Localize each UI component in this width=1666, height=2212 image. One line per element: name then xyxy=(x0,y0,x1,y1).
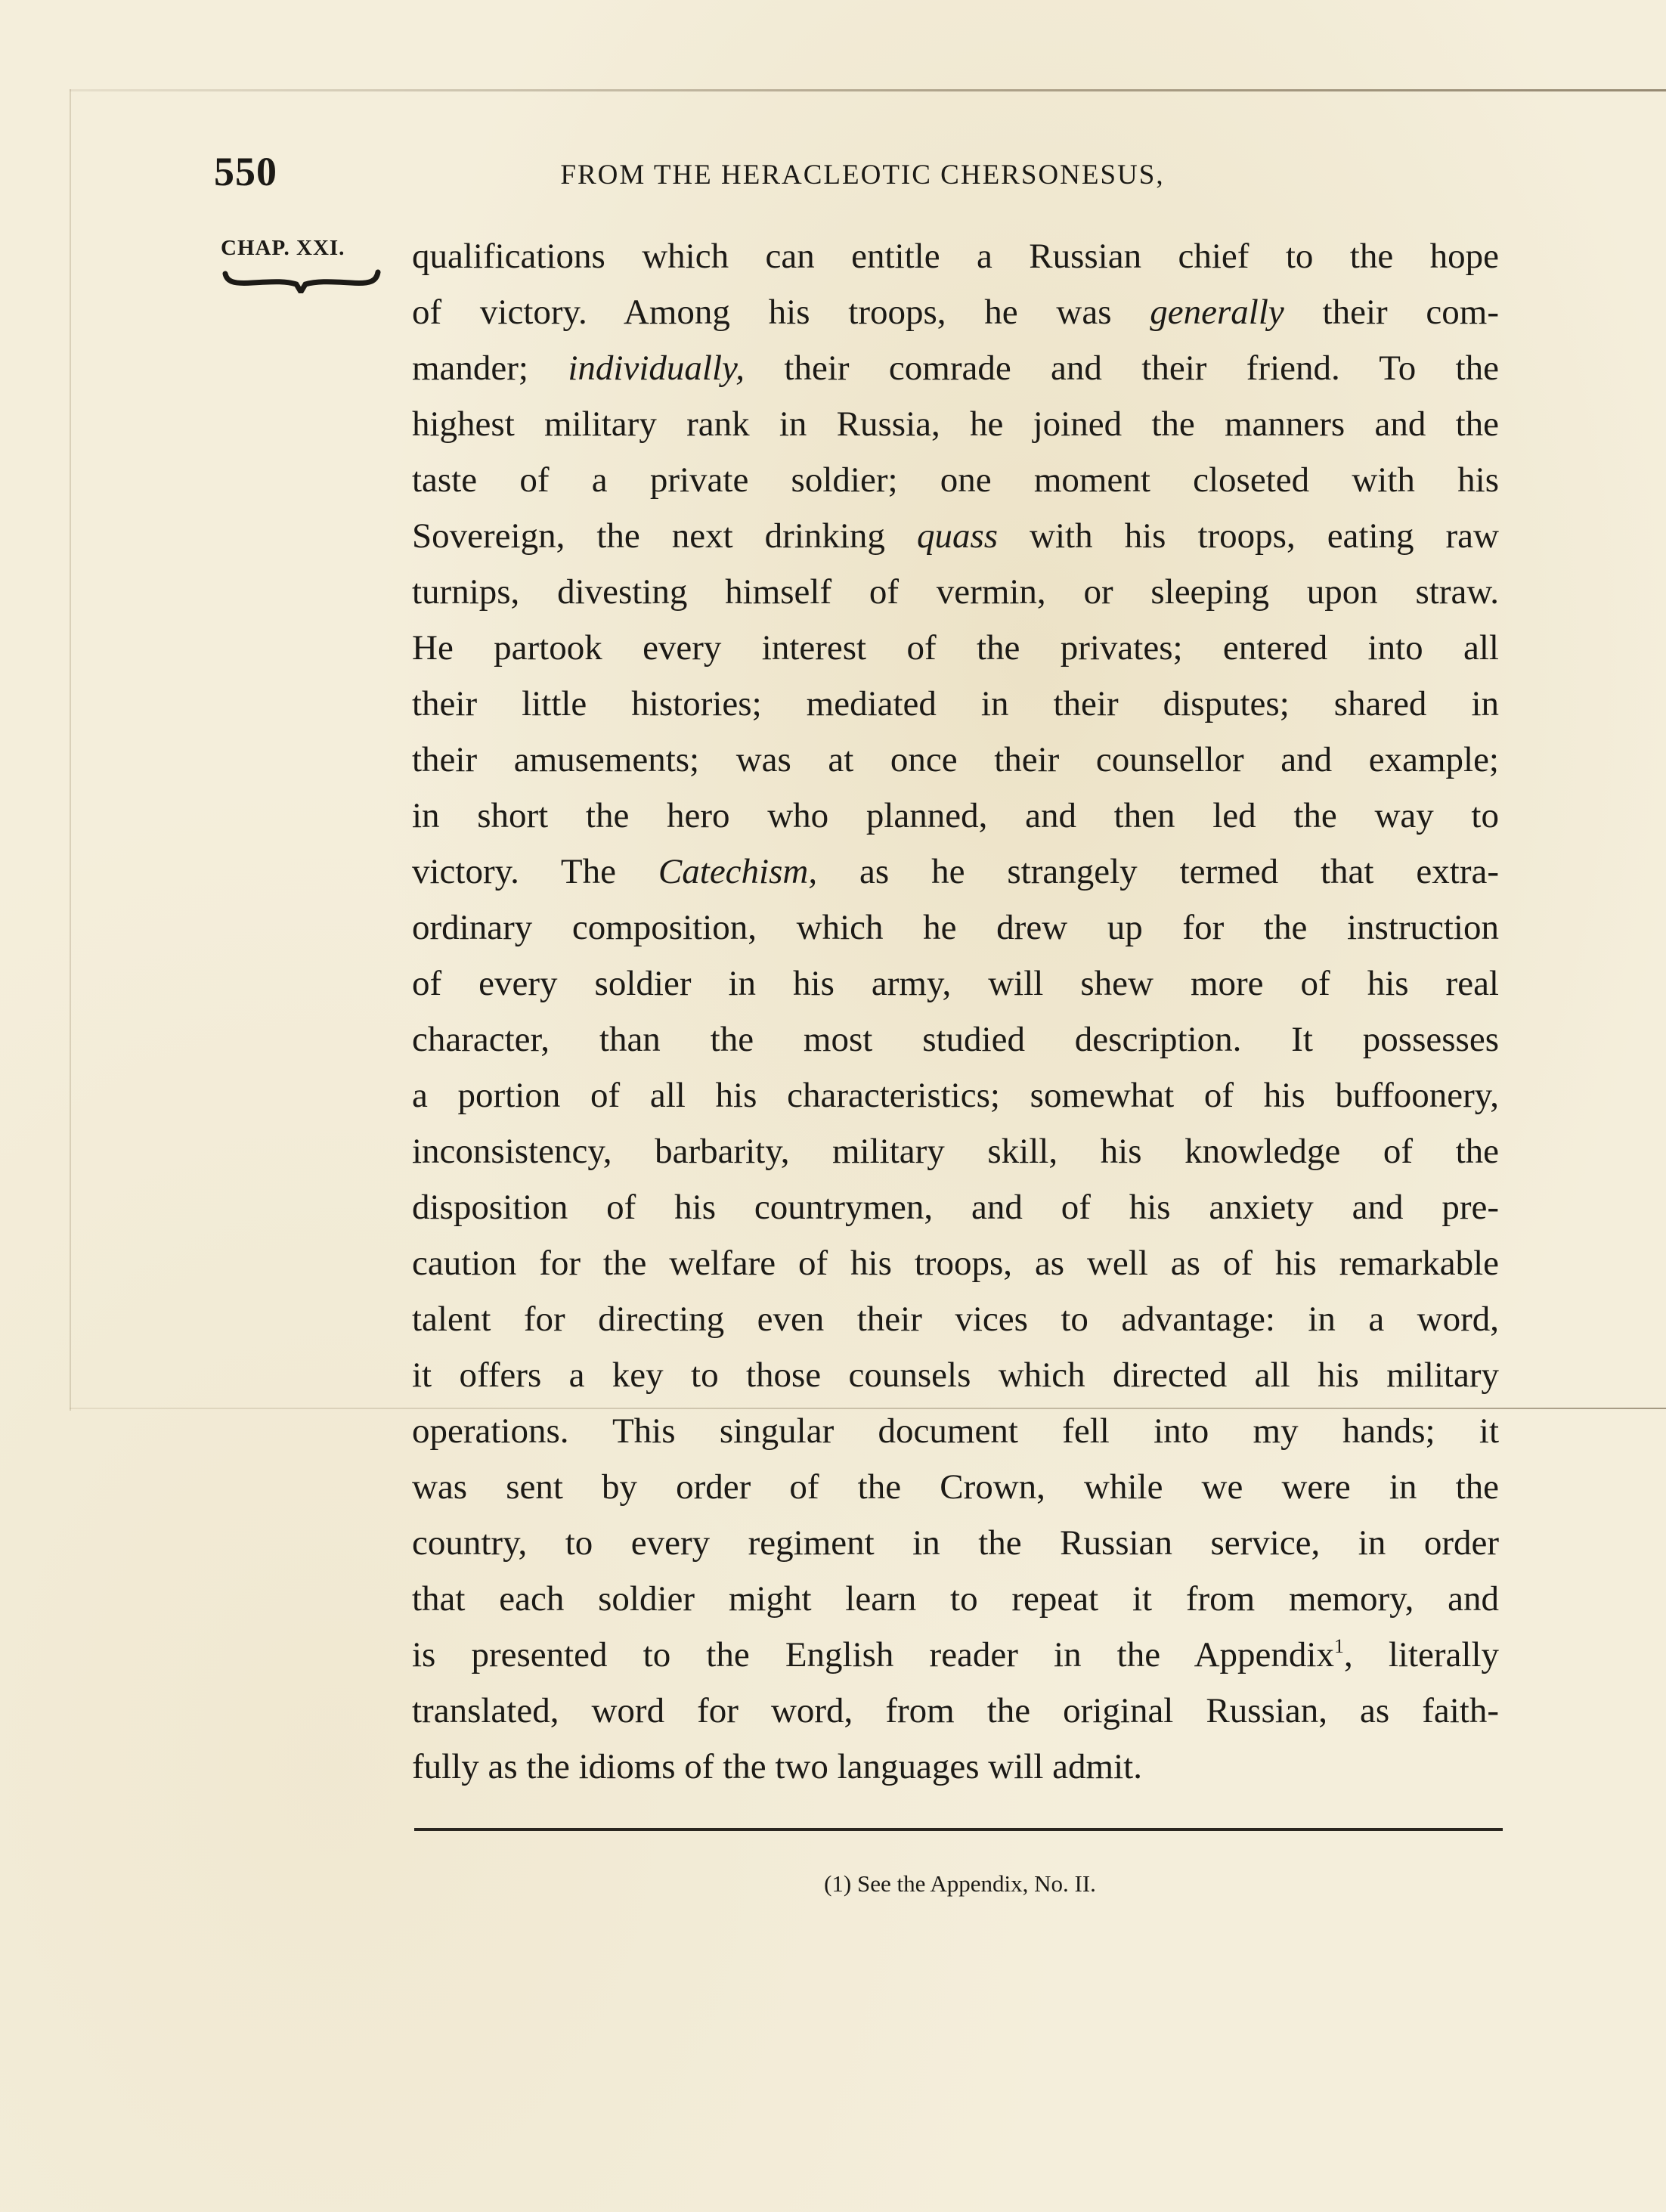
text-run: fully as the idioms of the two languages will admit. xyxy=(412,1747,1142,1786)
text-line xyxy=(412,1403,1499,1459)
text-line xyxy=(412,620,1499,676)
text-run: Sovereign, the next drinking xyxy=(412,516,917,556)
text-run: their com- xyxy=(1284,293,1500,332)
text-run: operations. This singular document fell into my hands; it xyxy=(412,1411,1499,1451)
text-line xyxy=(412,284,1499,340)
text-line xyxy=(412,900,1499,956)
text-run: of every soldier in his army, will shew more of his real xyxy=(412,964,1499,1003)
text-line xyxy=(412,1123,1499,1179)
italic-term: Catechism, xyxy=(658,852,818,891)
text-run: was sent by order of the Crown, while we were in the xyxy=(412,1467,1499,1507)
footnote-rule xyxy=(414,1828,1503,1831)
page-number: 550 xyxy=(214,149,277,194)
text-run: taste of a private soldier; one moment closeted with his xyxy=(412,460,1499,500)
text-run: that each soldier might learn to repeat it from memory, and xyxy=(412,1579,1499,1619)
text-run: inconsistency, barbarity, military skill, his knowledge of the xyxy=(412,1132,1499,1171)
text-run: character, than the most studied description. It possesses xyxy=(412,1020,1499,1059)
text-line xyxy=(412,844,1499,900)
text-run: country, to every regiment in the Russian service, in order xyxy=(412,1523,1499,1563)
chapter-brace-ornament-icon xyxy=(222,268,381,293)
text-line xyxy=(412,1067,1499,1123)
text-run: He partook every interest of the privates; entered into all xyxy=(412,628,1499,668)
text-run: qualifications which can entitle a Russian chief to the hope xyxy=(412,237,1499,276)
footnote-reference[interactable]: 1 xyxy=(1333,1635,1344,1657)
text-run: their little histories; mediated in their disputes; shared in xyxy=(412,684,1499,723)
text-line xyxy=(412,1683,1499,1739)
text-run: their amusements; was at once their counsellor and example; xyxy=(412,740,1499,779)
italic-term: generally xyxy=(1150,293,1284,332)
chapter-label: CHAP. XXI. xyxy=(221,236,345,260)
text-line xyxy=(412,1012,1499,1067)
running-title: FROM THE HERACLEOTIC CHERSONESUS, xyxy=(560,160,1165,191)
text-run: victory. The xyxy=(412,852,658,891)
text-line xyxy=(412,508,1499,564)
text-run: turnips, divesting himself of vermin, or sleeping upon straw. xyxy=(412,572,1499,612)
text-run: translated, word for word, from the original Russian, as faith- xyxy=(412,1691,1499,1730)
text-run: as he strangely termed that extra- xyxy=(817,852,1499,891)
text-line xyxy=(412,676,1499,732)
text-line xyxy=(412,788,1499,844)
plate-mark-top xyxy=(70,89,1666,91)
text-run: is presented to the English reader in the Appendix xyxy=(412,1635,1334,1674)
text-run: it offers a key to those counsels which directed all his military xyxy=(412,1355,1499,1395)
text-run: , literally xyxy=(1343,1635,1500,1674)
text-run: highest military rank in Russia, he joined the manners and the xyxy=(412,404,1499,444)
text-line xyxy=(412,732,1499,788)
text-run: talent for directing even their vices to advantage: in a word, xyxy=(412,1300,1499,1339)
text-line xyxy=(412,1291,1499,1347)
italic-term: individually, xyxy=(568,349,745,388)
text-line xyxy=(412,1571,1499,1627)
text-run: a portion of all his characteristics; somewhat of his buffoonery, xyxy=(412,1076,1499,1115)
text-line xyxy=(412,956,1499,1012)
plate-mark-left xyxy=(70,89,71,1411)
text-line xyxy=(412,228,1499,284)
text-line xyxy=(412,1459,1499,1515)
text-line xyxy=(412,396,1499,452)
text-line xyxy=(412,1627,1499,1683)
text-run: with his troops, eating raw xyxy=(998,516,1499,556)
text-line xyxy=(412,564,1499,620)
text-run: ordinary composition, which he drew up for the instruction xyxy=(412,908,1499,947)
body-paragraph xyxy=(412,228,1499,1795)
text-line xyxy=(412,1515,1499,1571)
text-run: in short the hero who planned, and then led the way to xyxy=(412,796,1499,835)
text-line xyxy=(412,1235,1499,1291)
text-line xyxy=(412,1347,1499,1403)
text-run: caution for the welfare of his troops, as well as of his remarkable xyxy=(412,1244,1499,1283)
italic-term: quass xyxy=(916,516,999,556)
text-run: their comrade and their friend. To the xyxy=(745,349,1499,388)
text-run: of victory. Among his troops, he was xyxy=(412,293,1150,332)
text-run: mander; xyxy=(412,349,568,388)
text-run: disposition of his countrymen, and of his anxiety and pre- xyxy=(412,1188,1499,1227)
text-line xyxy=(412,1179,1499,1235)
text-line xyxy=(412,340,1499,396)
text-line xyxy=(412,1739,1499,1795)
footnote: (1) See the Appendix, No. II. xyxy=(824,1870,1096,1897)
text-line xyxy=(412,452,1499,508)
